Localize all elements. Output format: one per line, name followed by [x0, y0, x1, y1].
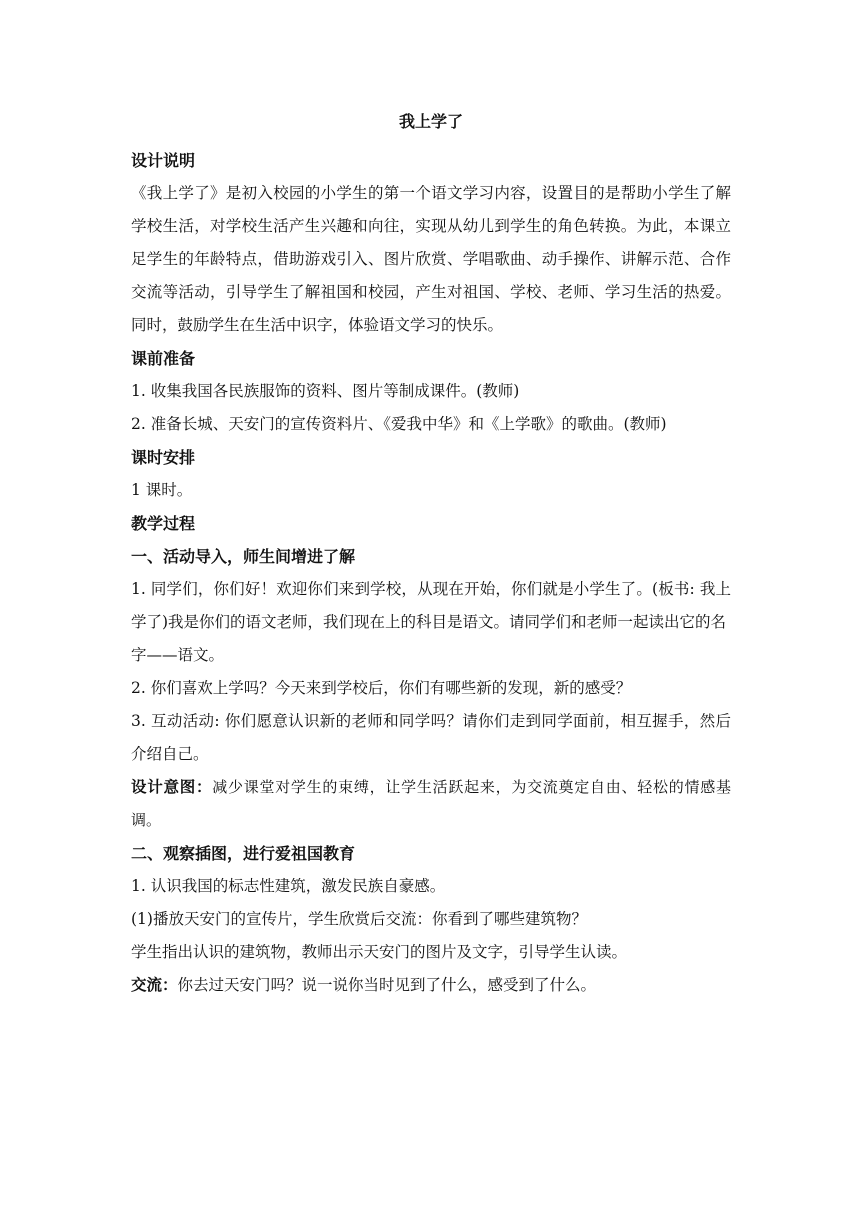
design-note-body: 《我上学了》是初入校园的小学生的第一个语文学习内容，设置目的是帮助小学生了解学校生活，对学校生活产生兴趣和向往，实现从幼儿到学生的角色转换。为此，本课立足学生的年龄特点，借助游戏引入、图片欣赏、学唱歌曲、动手操作、讲解示范、合作交流等活动，引导学生了解祖国和校园，产生对祖国、学校、老师、学习生活的热爱。同时，鼓励学生在生活中识字，体验语文学习的快乐。: [131, 184, 731, 334]
document-content: [131, 106, 731, 1002]
exchange: [131, 969, 731, 1002]
process-heading: 教学过程: [131, 514, 196, 533]
section1-item3: 3. 互动活动: 你们愿意认识新的老师和同学吗？请你们走到同学面前，相互握手，然后介绍自己。: [131, 712, 731, 763]
preparation-heading: 课前准备: [131, 349, 196, 368]
document-title: 我上学了: [398, 112, 463, 131]
schedule-heading: 课时安排: [131, 448, 196, 467]
section1-heading: 一、活动导入，师生间增进了解: [131, 547, 356, 566]
section2-item1: 1. 认识我国的标志性建筑，激发民族自豪感。: [131, 877, 446, 895]
section1-item1-continued: 字——语文。: [131, 646, 225, 664]
design-note-heading: 设计说明: [131, 151, 196, 170]
design-intent-body: 减少课堂对学生的束缚，让学生活跃起来，为交流奠定自由、轻松的情感基调。: [131, 778, 731, 829]
section2-item1-sub: (1)播放天安门的宣传片，学生欣赏后交流：你看到了哪些建筑物？: [131, 910, 587, 928]
preparation-item-1: 1. 收集我国各民族服饰的资料、图片等制成课件。(教师): [131, 382, 520, 400]
exchange-body: 你去过天安门吗？说一说你当时见到了什么，感受到了什么。: [177, 976, 597, 994]
section1-item1: 1. 同学们，你们好！欢迎你们来到学校，从现在开始，你们就是小学生了。(板书: 我上学了)我是你们的语文老师，我们现在上的科目是语文。请同学们和老师一起读出它的名: [131, 580, 731, 631]
section2-item1-sub-body: 学生指出认识的建筑物，教师出示天安门的图片及文字，引导学生认读。: [131, 943, 628, 961]
design-intent: [131, 771, 731, 837]
exchange-label: 交流：: [131, 976, 178, 994]
section2-heading: 二、观察插图，进行爱祖国教育: [131, 844, 356, 863]
section1-item2: 2. 你们喜欢上学吗？今天来到学校后，你们有哪些新的发现，新的感受？: [131, 679, 632, 697]
preparation-item-2: 2. 准备长城、天安门的宣传资料片、《爱我中华》和《上学歌》的歌曲。(教师): [131, 415, 667, 433]
design-intent-label: 设计意图：: [131, 778, 213, 796]
schedule-body: 1 课时。: [131, 481, 193, 499]
